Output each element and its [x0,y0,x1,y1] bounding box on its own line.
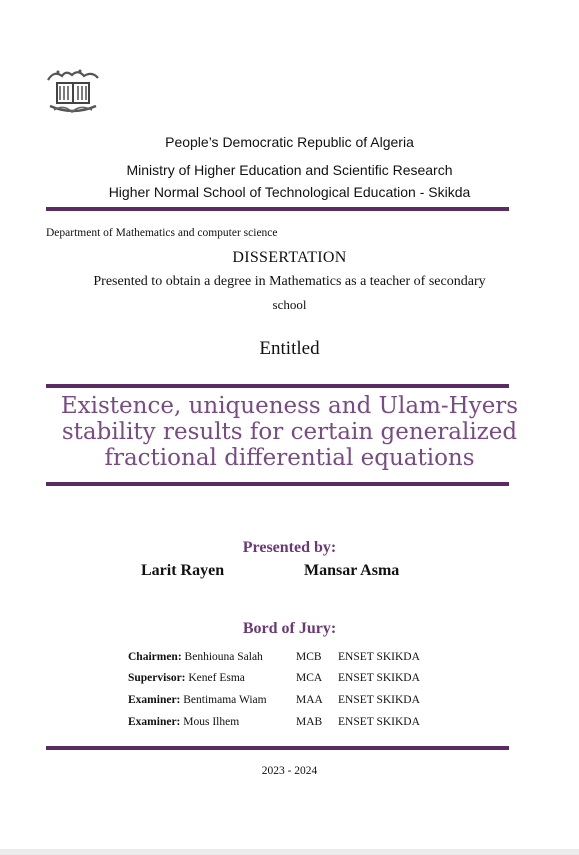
jury-member-name: Benhiouna Salah [184,651,263,663]
entitled-label: Entitled [259,338,320,359]
book-emblem-icon [44,66,102,118]
jury-grade: MAB [296,716,323,728]
jury-institution: ENSET SKIKDA [338,672,420,684]
jury-grade: MCA [296,672,323,684]
jury-role: Examiner: [128,694,184,706]
author-name: Mansar Asma [304,562,400,579]
header-divider [46,207,509,211]
jury-grade: MAA [296,694,323,706]
dissertation-purpose-line1: Presented to obtain a degree in Mathematics as a teacher of secondary [93,274,486,289]
jury-role: Examiner: [128,716,184,728]
jury-member-name: Kenef Esma [188,672,245,684]
thesis-title-line3: fractional differential equations [104,445,475,471]
jury-member-name: Mous Ilhem [183,716,240,728]
author-name: Larit Rayen [141,562,225,579]
title-bottom-divider [46,482,509,486]
ministry-name: Ministry of Higher Education and Scientific Research [126,162,453,178]
presented-by-label: Presented by: [242,539,337,556]
jury-role: Supervisor: [128,672,189,684]
jury-row [128,672,420,688]
country-name: People’s Democratic Republic of Algeria [165,134,414,150]
dissertation-heading: DISSERTATION [232,249,347,266]
academic-year: 2023 - 2024 [261,765,318,777]
jury-label: Bord of Jury: [242,620,337,637]
thesis-title [30,393,549,471]
jury-member-name: Bentimama Wiam [183,694,267,706]
thesis-title-line1: Existence, uniqueness and Ulam-Hyers [60,393,519,419]
jury-institution: ENSET SKIKDA [338,694,420,706]
jury-institution: ENSET SKIKDA [338,651,420,663]
jury-row [128,694,420,710]
jury-bottom-divider [46,746,509,750]
page-bottom-edge [0,849,579,855]
jury-grade: MCB [296,651,322,663]
school-logo [44,66,102,118]
school-name: Higher Normal School of Technological Education - Skikda [108,184,471,200]
title-top-divider [46,384,509,388]
department-name: Department of Mathematics and computer science [46,227,278,239]
jury-row [128,651,420,667]
jury-institution: ENSET SKIKDA [338,716,420,728]
thesis-title-line2: stability results for certain generalized [61,419,518,445]
jury-row [128,716,420,732]
dissertation-purpose-line2: school [272,297,307,312]
jury-role: Chairmen: [128,651,185,663]
